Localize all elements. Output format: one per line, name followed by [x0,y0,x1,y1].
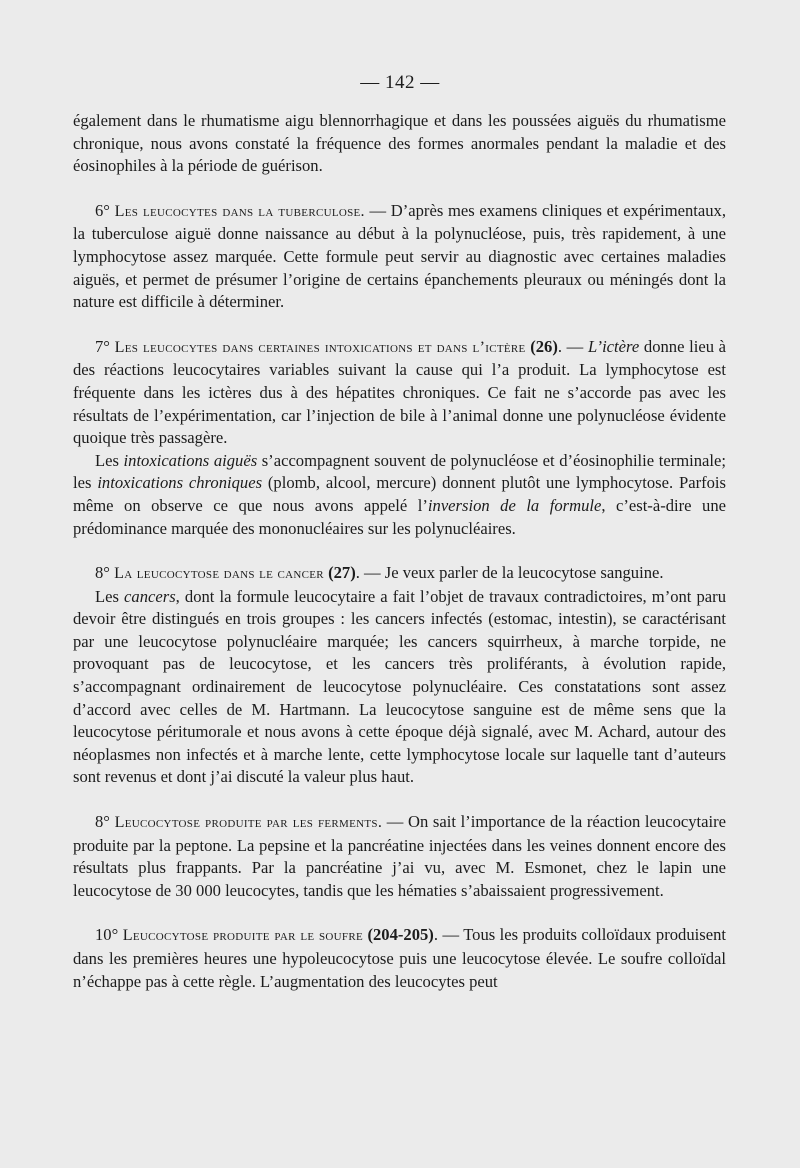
paragraph-continuation: également dans le rhumatisme aigu blennorrhagique et dans les poussées aiguës du rhumatisme chronique, nous avons constaté la fréquence des formes anormales pendant la maladie et des éosinophiles à la période de guérison. [73,111,726,176]
section-8-p2-b: cancers [124,586,176,606]
section-7-title: Les leucocytes dans certaines intoxications et dans l’ictère [114,338,526,356]
section-7-ref: (26) [530,336,558,356]
section-8-paragraph [73,562,726,586]
section-9-title: Leucocytose produite par les ferments. [114,814,383,832]
section-8-ref: (27) [328,563,356,583]
section-7-p2-e: (plomb, alcool, mercure) donnent plutôt une lymphocytose. Parfois même on observe ce que nous avons appelé l’ [73,473,726,515]
section-9-text: — On sait l’importance de la réaction leucocytaire produite par la peptone. La pepsine et la pancréatine injectées dans les veines donnent encore des résultats plus frappants. Par la pancréatine j’ai vu, avec M. Esmonet, chez le lapin une leucocytose de 30 000 leucocytes, tandis que les hématies s’abaissaient progressivement. [73,812,726,900]
section-8-p2-c: , dont la formule leucocytaire a fait l’objet de travaux contradictoires, m’ont paru devoir être distingués en trois groupes : les cancers infectés (estomac, intestin), se caractérisant par une leucocytose polynucléaire marquée; les cancers squirrheux, à marche torpide, ne provoquant pas de leucocytose, et les cancers très proliférants, à évolution rapide, s’accompagnant ordinairement de leucocytose polynucléaire. Ces constatations sont assez d’accord avec celles de M. Hartmann. La leucocytose sanguine est de même sens que la leucocytose péritumorale et nous avons à cette époque déjà signalé, avec M. Achard, autour des néoplasmes non infectés et à marche lente, cette lymphocytose locale sur laquelle tant d’auteurs sont revenus et dont j’ai discuté la valeur plus haut. [73,586,726,787]
section-7-paragraph [73,336,726,450]
section-6-number: 6° [95,200,110,220]
section-8-text: . — Je veux parler de la leucocytose sanguine. [355,563,664,583]
section-6-paragraph [73,200,726,314]
section-10-title: Leucocytose produite par le soufre [122,927,363,945]
section-10-ref: (204-205) [367,925,434,945]
section-7-number: 7° [95,336,110,356]
page-number: — 142 — [360,72,440,93]
section-10-number: 10° [95,925,119,945]
section-7-paragraph-2 [73,450,726,540]
section-7-p2-c: s’accompagnent souvent de polynucléose et d’éosinophilie terminale; les [73,450,726,493]
section-7-text: donne lieu à des réactions leucocytaires variables suivant la cause qui l’a produit. La lymphocytose est fréquente dans les ictères dus à des hépatites chroniques. Ce fait ne s’accorde pas avec les résultats de l’expérimentation, car l’injection de bile à l’animal donne une polynucléose évidente quoique très passagère. [73,336,727,448]
section-9-number: 8° [95,812,110,832]
section-6-title: Les leucocytes dans la tuberculose. [114,202,365,220]
section-10-text: . — Tous les produits colloïdaux produisent dans les premières heures une hypoleucocytose puis une leucocytose élevée. Le soufre colloïdal n’échappe pas à cette règle. L’augmentation des leucocytes peut [73,925,726,991]
section-9-paragraph [73,811,726,902]
section-8-number: 8° [95,563,110,583]
section-7-p2-g: , c’est-à-dire une prédominance marquée des mononucléaires sur les polynucléaires. [73,495,726,538]
section-6-text: — D’après mes examens cliniques et expérimentaux, la tuberculose aiguë donne naissance au début à la polynucléose, puis, très rapidement, à une lymphocytose assez marquée. Cette formule peut servir au diagnostic avec certaines maladies aiguës, et permet de présumer l’origine de certains épanchements pleuraux ou méningés dont la nature est difficile à déterminer. [73,200,726,312]
section-7-p2-b: intoxications aiguës [123,450,258,470]
section-8-p2-a: Les [95,586,125,606]
section-8-title: La leucocytose dans le cancer [114,565,324,583]
section-10-paragraph [73,924,726,993]
page-body [73,110,726,993]
section-7-p2-d: intoxications chroniques [97,473,263,493]
section-7-lead: L’ictère [587,336,640,356]
section-7-p2-a: Les [95,450,124,470]
section-7-dash: . — [557,336,588,356]
section-8-paragraph-2 [73,586,726,789]
section-7-p2-f: inversion de la formule [427,495,602,515]
